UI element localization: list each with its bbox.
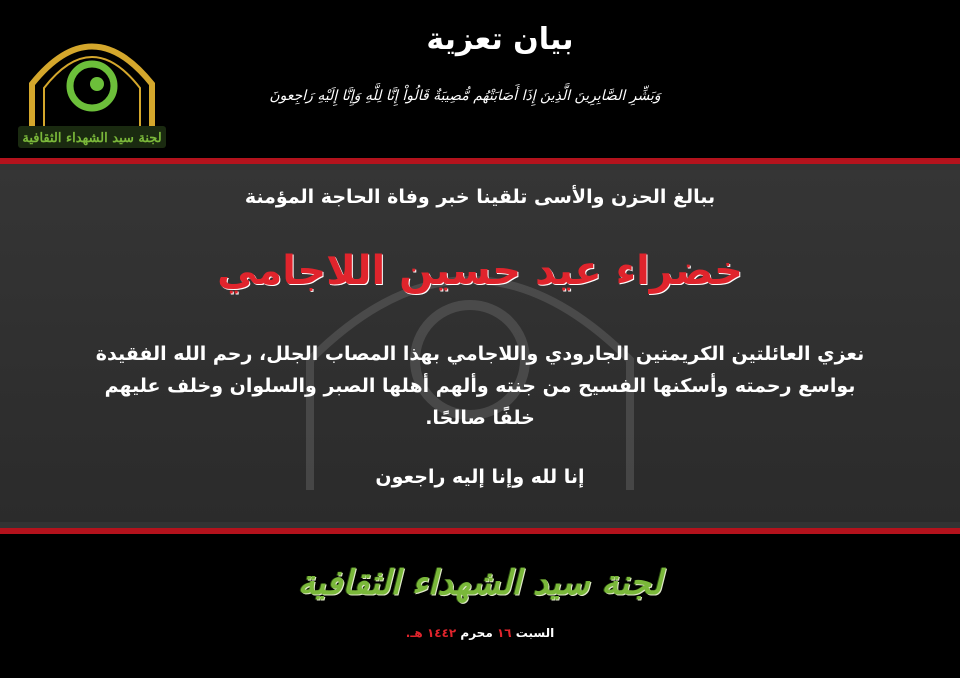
svg-text:لجنة سيد الشهداء الثقافية: لجنة سيد الشهداء الثقافية: [22, 131, 162, 146]
condolence-text: [20, 338, 940, 434]
closing-phrase: إنا لله وإنا إليه راجعون: [375, 466, 585, 488]
page-title: بيان تعزية: [426, 22, 574, 57]
condolence-line: خلفًا صالحًا.: [425, 407, 535, 429]
date-month: محرم: [460, 626, 493, 640]
date-weekday: السبت: [515, 626, 555, 640]
date-year: ١٤٤٢ هـ.: [405, 626, 457, 640]
intro-text: ببالغ الحزن والأسى تلقينا خبر وفاة الحاجة المؤمنة: [244, 186, 716, 208]
condolence-line: بواسع رحمته وأسكنها الفسيح من جنته وألهم أهلها الصبر والسلوان وخلف عليهم: [104, 375, 856, 397]
condolence-line: نعزي العائلتين الكريمتين الجارودي واللاجامي بهذا المصاب الجلل، رحم الله الفقيدة: [95, 343, 865, 365]
header-area: [0, 0, 960, 158]
date-day: ١٦: [496, 626, 512, 640]
committee-logo: [12, 14, 172, 154]
quran-verse: وَبَشِّرِ الصَّابِرِينَ الَّذِينَ إِذَا أَصَابَتْهُم مُّصِيبَةٌ قَالُواْ إِنَّا لِلَّهِ وَإِنَّا إِلَيْهِ رَاجِعونَ: [269, 88, 661, 104]
committee-signature: لجنة سيد الشهداء الثقافية: [297, 563, 663, 603]
date-line: [330, 626, 630, 640]
deceased-name: خضراء عيد حسين اللاجامي: [217, 248, 743, 294]
